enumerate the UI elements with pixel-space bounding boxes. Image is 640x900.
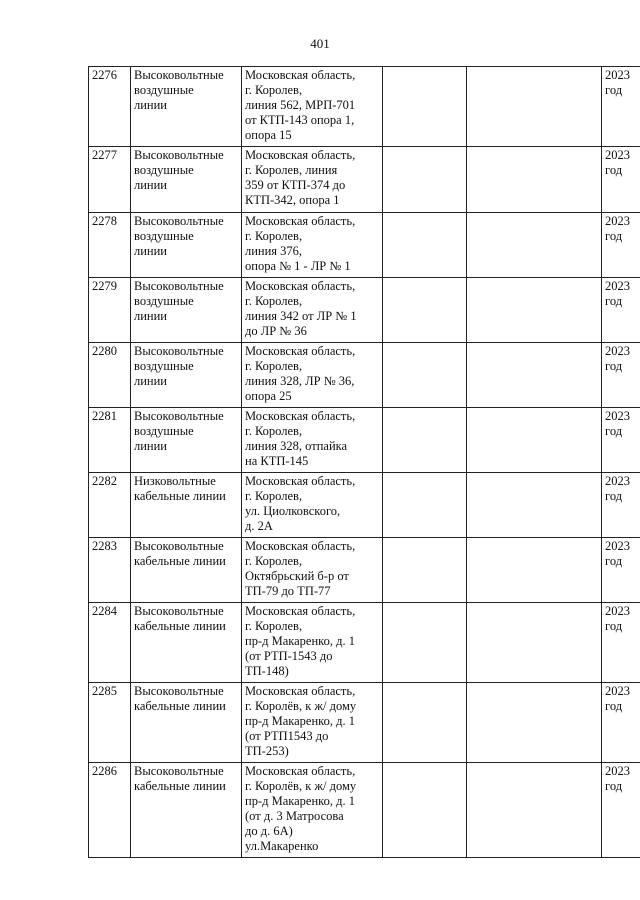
address-line: на КТП-145 — [245, 454, 309, 468]
address-line: Московская область, — [245, 604, 356, 618]
empty-cell — [467, 473, 602, 538]
year-line: год — [605, 359, 623, 373]
row-number-cell — [89, 538, 131, 603]
address-line: опора № 1 - ЛР № 1 — [245, 259, 351, 273]
address-line: г. Королев, линия — [245, 163, 338, 177]
address-line: пр-д Макаренко, д. 1 — [245, 794, 355, 808]
table-row — [89, 213, 640, 278]
address-line: г. Королёв, к ж/ дому — [245, 779, 357, 793]
address-line: Московская область, — [245, 214, 356, 228]
address-line: ТП-79 до ТП-77 — [245, 584, 331, 598]
year-line: год — [605, 779, 623, 793]
year-line: год — [605, 229, 623, 243]
table-row — [89, 147, 640, 213]
row-number: 2281 — [92, 409, 117, 423]
year-cell — [602, 67, 640, 147]
empty-cell — [383, 683, 467, 763]
year-line: 2023 — [605, 68, 630, 82]
empty-cell — [467, 538, 602, 603]
empty-cell — [383, 763, 467, 858]
year-cell — [602, 683, 640, 763]
address-line: от КТП-143 опора 1, — [245, 113, 355, 127]
year-cell — [602, 473, 640, 538]
address-line: Московская область, — [245, 684, 356, 698]
year-line: год — [605, 163, 623, 177]
object-type-line: кабельные линии — [134, 489, 226, 503]
address-line: г. Королёв, к ж/ дому — [245, 699, 357, 713]
address-line: г. Королев, — [245, 294, 303, 308]
row-number-cell — [89, 408, 131, 473]
empty-cell — [383, 343, 467, 408]
object-type-line: воздушные — [134, 83, 194, 97]
address-line: опора 25 — [245, 389, 292, 403]
table-row — [89, 408, 640, 473]
object-type-cell — [131, 683, 242, 763]
address-line: линия 562, МРП-701 — [245, 98, 356, 112]
address-cell — [242, 408, 383, 473]
row-number-cell — [89, 603, 131, 683]
object-type-line: Высоковольтные — [134, 214, 224, 228]
address-cell — [242, 683, 383, 763]
address-cell — [242, 147, 383, 213]
row-number-cell — [89, 683, 131, 763]
registry-table — [88, 66, 640, 858]
empty-cell — [383, 278, 467, 343]
year-cell — [602, 408, 640, 473]
row-number-cell — [89, 763, 131, 858]
row-number-cell — [89, 278, 131, 343]
address-line: опора 15 — [245, 128, 292, 142]
empty-cell — [383, 473, 467, 538]
object-type-cell — [131, 408, 242, 473]
empty-cell — [467, 67, 602, 147]
year-line: год — [605, 619, 623, 633]
address-line: Московская область, — [245, 474, 356, 488]
year-line: 2023 — [605, 539, 630, 553]
object-type-cell — [131, 538, 242, 603]
table-row — [89, 538, 640, 603]
address-line: линия 328, ЛР № 36, — [245, 374, 355, 388]
empty-cell — [383, 67, 467, 147]
object-type-line: Высоковольтные — [134, 539, 224, 553]
address-line: пр-д Макаренко, д. 1 — [245, 714, 355, 728]
address-line: г. Королев, — [245, 229, 303, 243]
year-line: 2023 — [605, 148, 630, 162]
address-line: линия 328, отпайка — [245, 439, 348, 453]
table-row — [89, 763, 640, 858]
empty-cell — [383, 603, 467, 683]
address-line: Московская область, — [245, 279, 356, 293]
year-line: год — [605, 554, 623, 568]
address-line: г. Королев, — [245, 359, 303, 373]
table-row — [89, 343, 640, 408]
empty-cell — [383, 147, 467, 213]
object-type-cell — [131, 603, 242, 683]
empty-cell — [383, 538, 467, 603]
address-line: до ЛР № 36 — [245, 324, 307, 338]
object-type-line: линии — [134, 374, 167, 388]
object-type-line: воздушные — [134, 294, 194, 308]
year-cell — [602, 763, 640, 858]
object-type-line: воздушные — [134, 359, 194, 373]
address-line: г. Королев, — [245, 619, 303, 633]
address-cell — [242, 67, 383, 147]
year-line: год — [605, 424, 623, 438]
empty-cell — [467, 213, 602, 278]
empty-cell — [467, 343, 602, 408]
empty-cell — [467, 603, 602, 683]
object-type-line: воздушные — [134, 424, 194, 438]
object-type-line: кабельные линии — [134, 554, 226, 568]
address-cell — [242, 278, 383, 343]
address-line: Московская область, — [245, 148, 356, 162]
object-type-cell — [131, 67, 242, 147]
empty-cell — [467, 408, 602, 473]
address-line: ТП-148) — [245, 664, 289, 678]
address-cell — [242, 343, 383, 408]
year-line: год — [605, 294, 623, 308]
object-type-line: Высоковольтные — [134, 604, 224, 618]
year-line: 2023 — [605, 279, 630, 293]
year-line: 2023 — [605, 344, 630, 358]
object-type-line: воздушные — [134, 229, 194, 243]
object-type-line: линии — [134, 439, 167, 453]
object-type-cell — [131, 147, 242, 213]
empty-cell — [467, 278, 602, 343]
address-line: д. 2А — [245, 519, 273, 533]
object-type-line: линии — [134, 98, 167, 112]
year-cell — [602, 343, 640, 408]
object-type-cell — [131, 343, 242, 408]
address-line: Московская область, — [245, 539, 356, 553]
address-line: Октябрьский б-р от — [245, 569, 349, 583]
object-type-cell — [131, 278, 242, 343]
row-number-cell — [89, 213, 131, 278]
address-line: ул. Циолковского, — [245, 504, 341, 518]
page-number: 401 — [310, 36, 330, 51]
year-line: 2023 — [605, 409, 630, 423]
address-line: (от д. 3 Матросова — [245, 809, 344, 823]
object-type-line: воздушные — [134, 163, 194, 177]
table-row — [89, 683, 640, 763]
address-line: г. Королев, — [245, 554, 303, 568]
row-number: 2279 — [92, 279, 117, 293]
row-number-cell — [89, 147, 131, 213]
address-line: Московская область, — [245, 409, 356, 423]
row-number: 2280 — [92, 344, 117, 358]
object-type-line: Низковольтные — [134, 474, 216, 488]
row-number: 2285 — [92, 684, 117, 698]
address-line: Московская область, — [245, 764, 356, 778]
object-type-cell — [131, 213, 242, 278]
empty-cell — [383, 213, 467, 278]
empty-cell — [467, 147, 602, 213]
address-line: (от РТП1543 до — [245, 729, 329, 743]
address-cell — [242, 213, 383, 278]
year-line: 2023 — [605, 604, 630, 618]
address-line: ТП-253) — [245, 744, 289, 758]
table-row — [89, 603, 640, 683]
address-line: (от РТП-1543 до — [245, 649, 333, 663]
address-line: ул.Макаренко — [245, 839, 319, 853]
year-cell — [602, 603, 640, 683]
row-number-cell — [89, 473, 131, 538]
row-number: 2282 — [92, 474, 117, 488]
empty-cell — [383, 408, 467, 473]
row-number: 2286 — [92, 764, 117, 778]
object-type-line: кабельные линии — [134, 619, 226, 633]
address-line: линия 342 от ЛР № 1 — [245, 309, 357, 323]
address-line: до д. 6А) — [245, 824, 293, 838]
object-type-line: Высоковольтные — [134, 409, 224, 423]
object-type-line: кабельные линии — [134, 699, 226, 713]
row-number: 2276 — [92, 68, 117, 82]
object-type-line: Высоковольтные — [134, 684, 224, 698]
row-number: 2284 — [92, 604, 117, 618]
address-line: г. Королев, — [245, 424, 303, 438]
address-line: КТП-342, опора 1 — [245, 193, 340, 207]
address-line: Московская область, — [245, 68, 356, 82]
object-type-line: Высоковольтные — [134, 344, 224, 358]
object-type-cell — [131, 763, 242, 858]
address-cell — [242, 603, 383, 683]
year-line: год — [605, 489, 623, 503]
address-line: пр-д Макаренко, д. 1 — [245, 634, 355, 648]
empty-cell — [467, 763, 602, 858]
year-line: год — [605, 699, 623, 713]
registry-table-body — [89, 67, 640, 858]
table-row — [89, 278, 640, 343]
object-type-line: линии — [134, 244, 167, 258]
row-number: 2278 — [92, 214, 117, 228]
object-type-line: линии — [134, 178, 167, 192]
address-line: 359 от КТП-374 до — [245, 178, 346, 192]
address-line: г. Королев, — [245, 489, 303, 503]
year-cell — [602, 278, 640, 343]
year-cell — [602, 213, 640, 278]
object-type-cell — [131, 473, 242, 538]
row-number-cell — [89, 67, 131, 147]
year-cell — [602, 147, 640, 213]
row-number-cell — [89, 343, 131, 408]
year-cell — [602, 538, 640, 603]
object-type-line: Высоковольтные — [134, 68, 224, 82]
address-cell — [242, 473, 383, 538]
object-type-line: Высоковольтные — [134, 148, 224, 162]
object-type-line: линии — [134, 309, 167, 323]
year-line: 2023 — [605, 764, 630, 778]
table-row — [89, 473, 640, 538]
object-type-line: кабельные линии — [134, 779, 226, 793]
object-type-line: Высоковольтные — [134, 279, 224, 293]
object-type-line: Высоковольтные — [134, 764, 224, 778]
row-number: 2277 — [92, 148, 117, 162]
table-row — [89, 67, 640, 147]
year-line: 2023 — [605, 214, 630, 228]
empty-cell — [467, 683, 602, 763]
year-line: 2023 — [605, 684, 630, 698]
address-line: Московская область, — [245, 344, 356, 358]
address-line: линия 376, — [245, 244, 303, 258]
address-line: г. Королев, — [245, 83, 303, 97]
address-cell — [242, 763, 383, 858]
year-line: 2023 — [605, 474, 630, 488]
year-line: год — [605, 83, 623, 97]
address-cell — [242, 538, 383, 603]
row-number: 2283 — [92, 539, 117, 553]
